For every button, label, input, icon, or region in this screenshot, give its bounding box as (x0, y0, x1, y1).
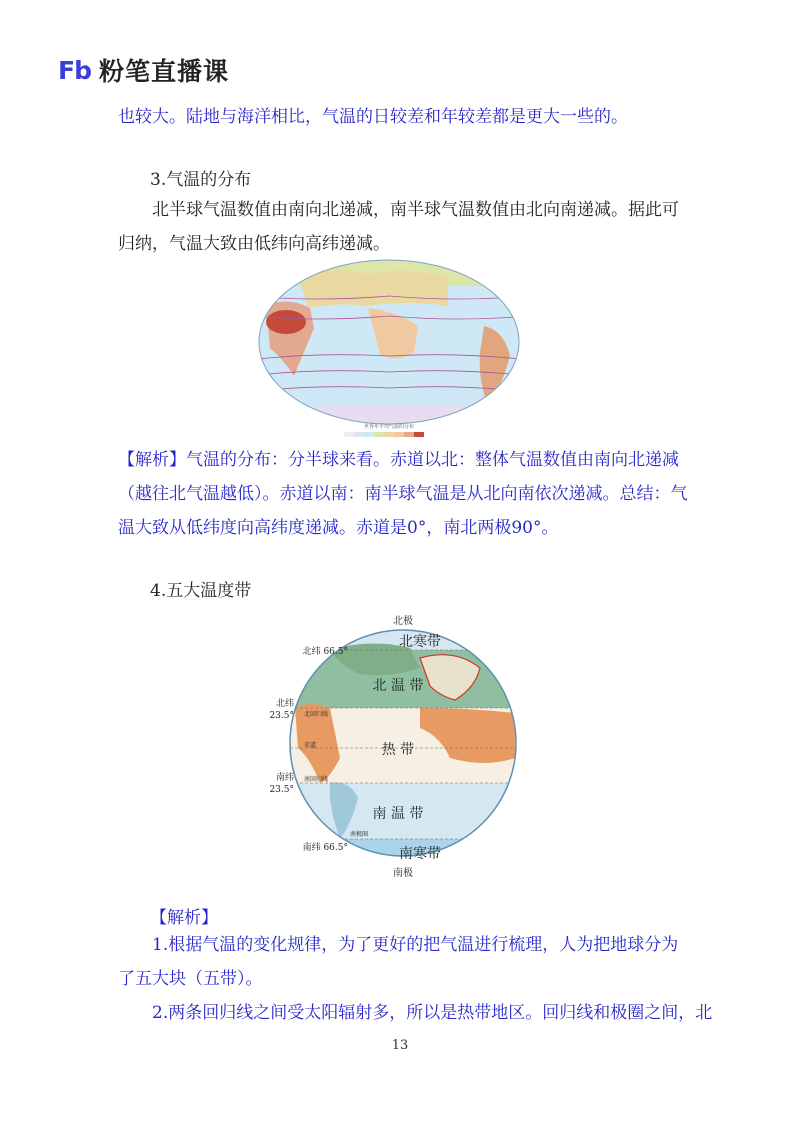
lat-s23-label-b: 23.5° (270, 785, 294, 795)
antarctic-circle-label: 南极圈 (350, 831, 369, 838)
logo-text: 粉笔直播课 (98, 57, 229, 86)
section4-point1: 1.根据气温的变化规律，为了更好的把气温进行梳理，人为把地球分为了五大块（五带）。 (118, 935, 679, 989)
lat-s66-label: 南纬 66.5° (302, 843, 348, 853)
logo-mark-icon: Fb (58, 55, 91, 85)
lat-n23-label-b: 23.5° (270, 711, 294, 721)
section3-analysis: 【解析】气温的分布：分半球来看。赤道以北：整体气温数值由南向北递减（越往北气温越低）。赤道以南：南半球气温是从北向南依次递减。总结：气温大致从低纬度向高纬度递减。赤道是0°，南北两极90°。 (118, 450, 688, 538)
north-pole-label: 北极 (393, 616, 413, 627)
five-zones-globe (270, 608, 530, 880)
lat-s23-label-a: 南纬 (275, 773, 294, 783)
north-temperate-zone-label: 北 温 带 (372, 678, 424, 694)
world-temperature-map (248, 256, 530, 442)
north-frigid-zone-label: 北寒带 (399, 634, 441, 650)
tropic-of-cancer-label: 北回归线 (304, 711, 329, 718)
lat-n23-label-a: 北纬 (275, 699, 294, 709)
south-frigid-zone-label: 南寒带 (399, 846, 441, 862)
section3-body: 北半球气温数值由南向北递减，南半球气温数值由北向南递减。据此可归纳，气温大致由低纬向高纬递减。 (118, 200, 679, 254)
lat-n66-label: 北纬 66.5° (302, 647, 348, 657)
map-caption: 世界年平均气温的分布 (363, 424, 415, 430)
intro-tail-text: 也较大。陆地与海洋相比，气温的日较差和年较差都是更大一些的。 (118, 107, 628, 127)
page-number: 13 (391, 1038, 409, 1053)
section4-point2: 2.两条回归线之间受太阳辐射多，所以是热带地区。回归线和极圈之间，北 (152, 1003, 713, 1023)
equator-label: 赤道 (304, 742, 317, 749)
section3-heading: 3.气温的分布 (150, 170, 252, 190)
tropical-zone-label: 热 带 (381, 742, 415, 758)
brand-logo (58, 52, 229, 88)
south-pole-label: 南极 (393, 868, 413, 879)
south-temperate-zone-label: 南 温 带 (372, 806, 424, 822)
section4-heading: 4.五大温度带 (150, 581, 252, 601)
section4-analysis-title: 【解析】 (150, 908, 218, 928)
tropic-of-capricorn-label: 南回归线 (304, 776, 329, 783)
